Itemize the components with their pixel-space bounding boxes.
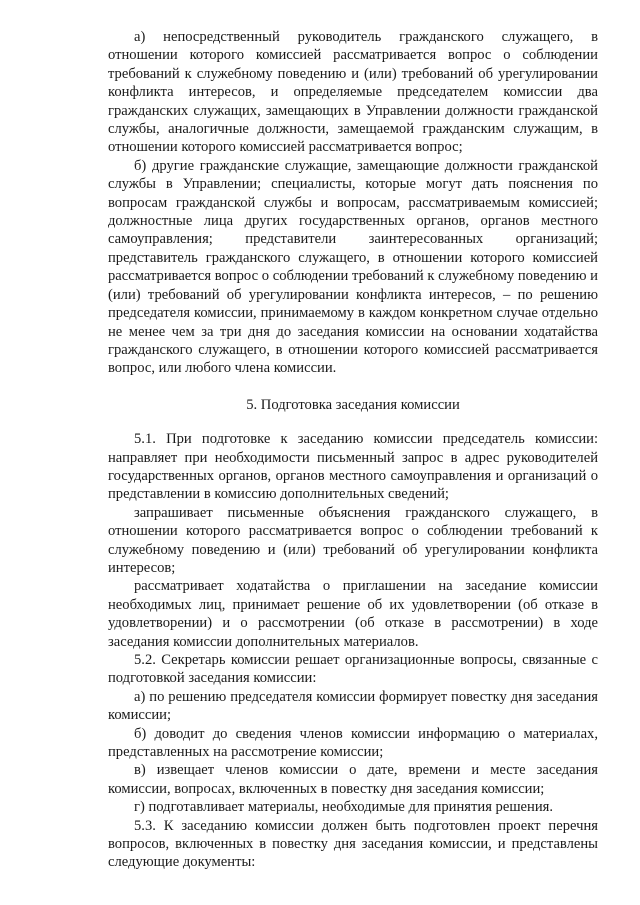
paragraph-5-3: 5.3. К заседанию комиссии должен быть подготовлен проект перечня вопросов, включенных в повестку дня заседания комиссии, и представлены следующие документы: [108,817,598,871]
paragraph-5-1: 5.1. При подготовке к заседанию комиссии председатель комиссии: направляет при необходимости письменный запрос в адрес руководителей государственных органов, органов местного самоуправления и организаций о представлении в комиссию дополнительных сведений; [108,431,598,503]
paragraph-5-2-b: б) доводит до сведения членов комиссии информацию о материалах, представленных на рассмотрение комиссии; [108,725,598,761]
paragraph-item-a: а) непосредственный руководитель гражданского служащего, в отношении которого комиссией рассматривается вопрос о соблюдении требований к служебному поведению и (или) требований об урегулировании конфликта интересов, и определяемые председателем комиссии два гражданских служащих, замещающих в Управлении должности гражданской службы, аналогичные должности, замещаемой гражданским служащим, в отношении которого комиссией рассматривается вопрос; [108,29,598,156]
document-body [108,28,598,872]
section-heading: 5. Подготовка заседания комиссии [246,396,460,413]
paragraph-5-2-v: в) извещает членов комиссии о дате, времени и месте заседания комиссии, вопросах, включенных в повестку дня заседания комиссии; [108,762,598,797]
paragraph-5-2-g: г) подготавливает материалы, необходимые для принятия решения. [134,799,554,816]
paragraph-5-1-request-explanations: запрашивает письменные объяснения гражданского служащего, в отношении которого рассматривается вопрос о соблюдении требований к служебному поведению и (или) требований об урегулировании конфликта интересов; [108,504,598,576]
paragraph-5-1-petitions: рассматривает ходатайства о приглашении на заседание комиссии необходимых лиц, принимает решение об их удовлетворении (об отказе в удовлетворении) и о рассмотрении (об отказе в рассмотрении) в ходе заседания комиссии дополнительных материалов. [108,578,598,650]
paragraph-5-2-a: а) по решению председателя комиссии формирует повестку дня заседания комиссии; [108,688,598,724]
paragraph-item-b: б) другие гражданские служащие, замещающие должности гражданской службы в Управлении; специалисты, которые могут дать пояснения по вопросам гражданской службы и вопросам, рассматриваемым комиссией; должностные лица других государственных органов, органов местного самоуправления; представители заинтересованных организаций; представитель гражданского служащего, в отношении которого комиссией рассматривается вопрос о соблюдении требований к служебному поведению и (или) требований об урегулировании конфликта интересов, – по решению председателя комиссии, принимаемому в каждом конкретном случае отдельно не менее чем за три дня до заседания комиссии на основании ходатайства гражданского служащего, в отношении которого комиссией рассматривается вопрос, или любого члена комиссии. [108,157,598,377]
paragraph-5-2: 5.2. Секретарь комиссии решает организационные вопросы, связанные с подготовкой заседания комиссии: [108,652,598,687]
